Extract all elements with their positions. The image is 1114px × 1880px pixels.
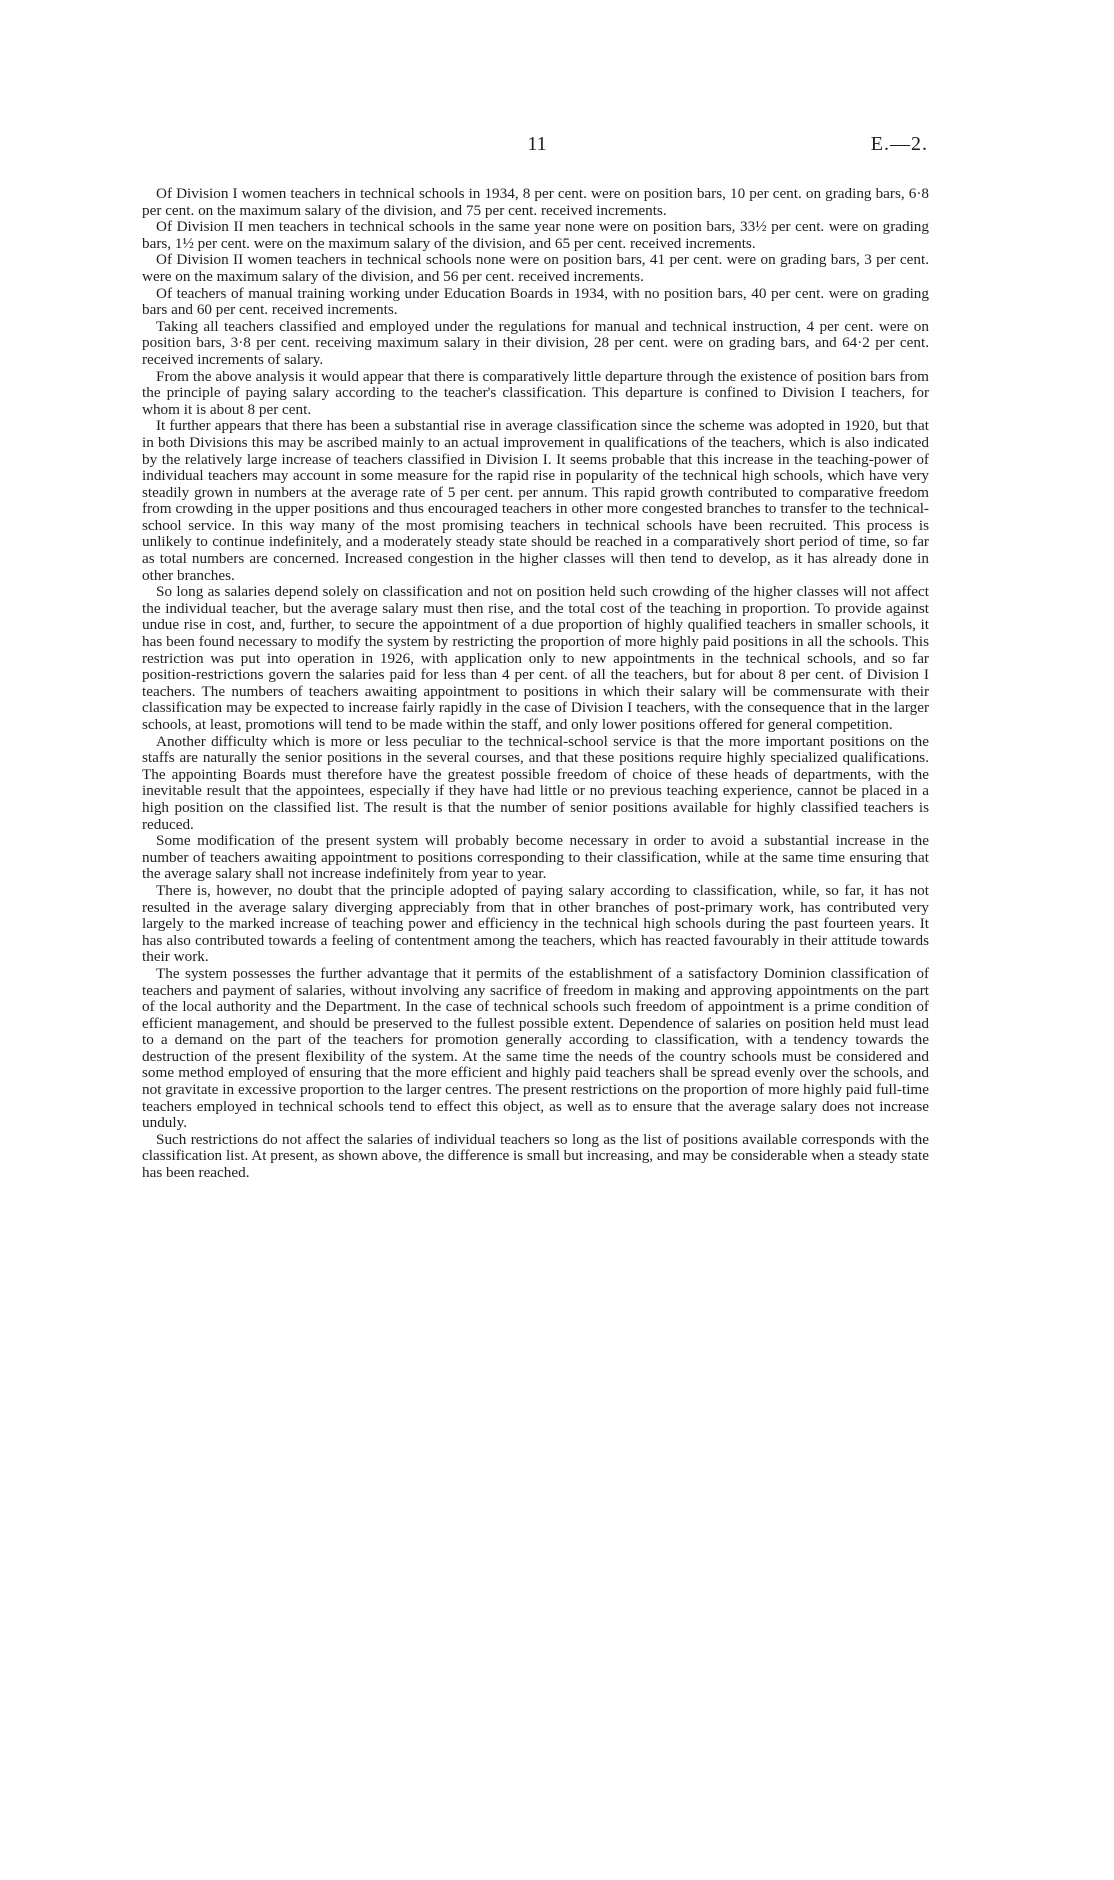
paragraph: Of Division II women teachers in technical schools none were on position bars, 41 per cent. were on grading bars, 3 per cent. were on the maximum salary of the division, and 56 per cent. received increments. (142, 251, 929, 285)
paragraph: Such restrictions do not affect the salaries of individual teachers so long as the list of positions available corresponds with the classification list. At present, as shown above, the difference is small but increasing, and may be considerable when a steady state has been reached. (142, 1130, 929, 1182)
paragraph: From the above analysis it would appear that there is comparatively little departure through the existence of position bars from the principle of paying salary according to the teacher's classification. This departure is confined to Division I teachers, for whom it is about 8 per cent. (142, 367, 929, 418)
paragraph: Of Division II men teachers in technical schools in the same year none were on position bars, 33½ per cent. were on grading bars, 1½ per cent. were on the maximum salary of the division, and 65 per cent. received increments. (142, 218, 929, 252)
paragraph: Taking all teachers classified and employed under the regulations for manual and technical instruction, 4 per cent. were on position bars, 3·8 per cent. receiving maximum salary in their division, 28 per cent. were on grading bars, and 64·2 per cent. received increments of salary. (142, 317, 929, 368)
body-text (142, 186, 929, 1182)
paragraph: Of Division I women teachers in technical schools in 1934, 8 per cent. were on position bars, 10 per cent. on grading bars, 6·8 per cent. on the maximum salary of the division, and 75 per cent. received increments. (142, 185, 929, 219)
paragraph: So long as salaries depend solely on classification and not on position held such crowding of the higher classes will not affect the individual teacher, but the average salary must then rise, and the total cost of the teaching in proportion. To provide against undue rise in cost, and, further, to secure the appointment of a due proportion of highly qualified teachers in smaller schools, it has been found necessary to modify the system by restricting the proportion of more highly paid positions in all the schools. This restriction was put into operation in 1926, with application only to new appointments in the technical schools, and so far position-restrictions govern the salaries paid for less than 4 per cent. of all the teachers, but for about 8 per cent. of Division I teachers. The numbers of teachers awaiting appointment to positions in which their salary will be commensurate with their classification may be expected to increase fairly rapidly in the case of Division I teachers, with the consequence that in the larger schools, at least, promotions will tend to be made within the staff, and only lower positions offered for general competition. (142, 583, 929, 733)
paragraph: It further appears that there has been a substantial rise in average classification since the scheme was adopted in 1920, but that in both Divisions this may be ascribed mainly to an actual improvement in qualifications of the teachers, which is also indicated by the relatively large increase of teachers classified in Division I. It seems probable that this increase in the teaching-power of individual teachers may account in some measure for the rapid rise in popularity of the technical high schools, which have very steadily grown in numbers at the average rate of 5 per cent. per annum. This rapid growth contributed to comparative freedom from crowding in the upper positions and thus encouraged teachers in other more congested branches to transfer to the technical-school service. In this way many of the most promising teachers in technical schools have been recruited. This process is unlikely to continue indefinitely, and a moderately steady state should be reached in a comparatively short period of time, so far as total numbers are concerned. Increased congestion in the higher classes will then tend to develop, as it has already done in other branches. (142, 417, 929, 584)
paragraph: Of teachers of manual training working under Education Boards in 1934, with no position bars, 40 per cent. were on grading bars and 60 per cent. received increments. (142, 284, 929, 319)
page-number: 11 (527, 133, 547, 155)
paragraph: There is, however, no doubt that the principle adopted of paying salary according to classification, while, so far, it has not resulted in the average salary diverging appreciably from that in other branches of post-primary work, has contributed very largely to the marked increase of teaching power and efficiency in the technical high schools during the past fourteen years. It has also contributed towards a feeling of contentment among the teachers, which has reacted favourably in their attitude towards their work. (142, 881, 929, 966)
paragraph: Another difficulty which is more or less peculiar to the technical-school service is that the more important positions on the staffs are naturally the senior positions in the several courses, and that these positions require highly specialized qualifications. The appointing Boards must therefore have the greatest possible freedom of choice of these heads of departments, with the inevitable result that the appointees, especially if they have had little or no previous teaching experience, cannot be placed in a high position on the classified list. The result is that the number of senior positions available for highly classified teachers is reduced. (142, 732, 929, 833)
paragraph: Some modification of the present system will probably become necessary in order to avoid a substantial increase in the number of teachers awaiting appointment to positions corresponding to their classification, while at the same time ensuring that the average salary shall not increase indefinitely from year to year. (142, 832, 929, 883)
page-header (142, 133, 928, 163)
document-reference: E.—2. (870, 133, 928, 155)
paragraph: The system possesses the further advantage that it permits of the establishment of a satisfactory Dominion classification of teachers and payment of salaries, without involving any sacrifice of freedom in making and approving appointments on the part of the local authority and the Department. In the case of technical schools such freedom of appointment is a prime condition of efficient management, and should be preserved to the fullest possible extent. Dependence of salaries on position held must lead to a demand on the part of the teachers for promotion generally according to classification, with a tendency towards the destruction of the present flexibility of the system. At the same time the needs of the country schools must be considered and some method employed of ensuring that the more efficient and highly paid teachers shall be spread evenly over the schools, and not gravitate in excessive proportion to the larger centres. The present restrictions on the proportion of more highly paid full-time teachers employed in technical schools tend to effect this object, as well as to ensure that the average salary does not increase unduly. (142, 964, 929, 1132)
